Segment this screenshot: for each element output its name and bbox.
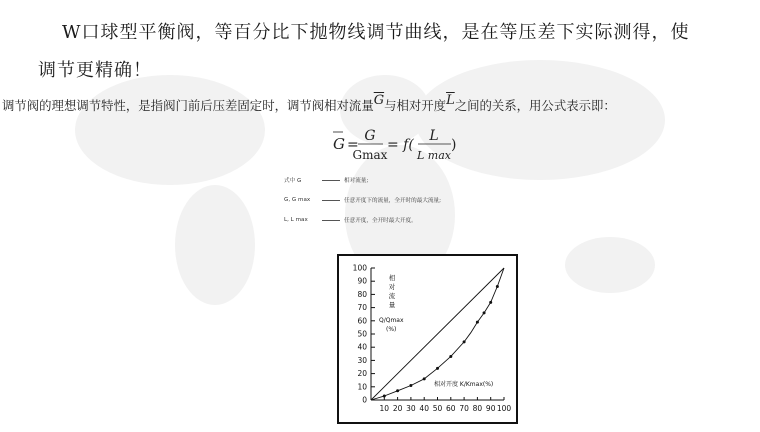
data-point bbox=[409, 384, 412, 387]
intro-paragraph bbox=[2, 93, 758, 114]
formula-num1: G bbox=[364, 128, 376, 144]
data-point bbox=[489, 301, 492, 304]
formula-den1: Gmax bbox=[352, 148, 388, 162]
definition-text: 任意开度，全开时最大开度。 bbox=[344, 218, 417, 224]
x-tick-label: 70 bbox=[459, 404, 469, 413]
y-axis-percent: (%) bbox=[386, 326, 397, 333]
definition-text: 相对流量; bbox=[344, 178, 369, 184]
definition-row bbox=[284, 170, 441, 190]
y-tick-label: 30 bbox=[357, 355, 367, 365]
heading-line-1: W口球型平衡阀，等百分比下抛物线调节曲线，是在等压差下实际测得，使 bbox=[62, 22, 690, 43]
intro-text-1: 调节阀的理想调节特性，是指阀门前后压差固定时，调节阀相对流量 bbox=[2, 98, 374, 113]
data-point bbox=[476, 321, 479, 324]
intro-text-2: 与相对开度 bbox=[384, 98, 447, 113]
x-tick-label: 100 bbox=[496, 404, 512, 413]
definition-row bbox=[284, 190, 441, 210]
x-tick-label: 30 bbox=[406, 404, 416, 413]
y-tick-label: 40 bbox=[357, 342, 367, 352]
x-tick-label: 60 bbox=[446, 404, 456, 413]
y-tick-label: 10 bbox=[357, 382, 367, 392]
x-tick-label: 10 bbox=[379, 404, 390, 413]
definition-symbol: G, G max bbox=[284, 197, 311, 203]
flow-characteristic-chart-frame bbox=[337, 254, 518, 424]
data-point bbox=[383, 395, 386, 398]
formula bbox=[330, 124, 490, 164]
formula-function: = f( bbox=[387, 137, 414, 153]
formula-num2: L bbox=[429, 128, 439, 144]
formula-close: ) bbox=[451, 137, 457, 153]
y-tick-label: 50 bbox=[357, 329, 367, 339]
y-tick-label: 0 bbox=[362, 395, 367, 405]
y-axis-unit: Q/Qmax bbox=[379, 317, 404, 324]
y-tick-label: 60 bbox=[357, 316, 367, 326]
data-point bbox=[496, 285, 499, 288]
intro-text-3: 之间的关系，用公式表示即： bbox=[454, 98, 616, 113]
y-axis-label: 相对流量 bbox=[388, 274, 396, 309]
relative-opening-symbol: $\overline{L}$ bbox=[446, 93, 455, 108]
relative-flow-symbol: $\overline{G}$ bbox=[373, 93, 385, 108]
definition-text: 任意开度下的流量，全开时的最大流量; bbox=[344, 198, 441, 204]
formula-lhs: G bbox=[333, 135, 345, 153]
formula-den2: L max bbox=[417, 149, 451, 162]
heading-line-2: 调节更精确！ bbox=[38, 60, 152, 81]
definition-symbol: 式中 G bbox=[284, 178, 302, 184]
data-point bbox=[463, 340, 466, 343]
x-tick-label: 90 bbox=[485, 404, 496, 413]
definition-symbol: L, L max bbox=[284, 217, 308, 223]
x-tick-label: 20 bbox=[392, 404, 403, 413]
flow-characteristic-chart bbox=[339, 256, 516, 422]
symbol-definitions bbox=[284, 170, 441, 230]
x-tick-label: 50 bbox=[432, 404, 443, 413]
x-axis-label: 相对开度 K/Kmax(%) bbox=[434, 381, 494, 388]
y-tick-label: 80 bbox=[357, 289, 367, 299]
definition-row bbox=[284, 210, 441, 230]
data-point bbox=[483, 311, 486, 314]
formula-equals: = bbox=[347, 137, 359, 153]
y-tick-label: 100 bbox=[352, 263, 367, 273]
y-tick-label: 70 bbox=[357, 303, 367, 313]
data-point bbox=[436, 367, 439, 370]
x-tick-label: 40 bbox=[419, 404, 429, 413]
x-tick-label: 80 bbox=[472, 404, 483, 413]
y-tick-label: 20 bbox=[357, 369, 367, 379]
data-point bbox=[449, 355, 452, 358]
data-point bbox=[423, 377, 426, 380]
y-tick-label: 90 bbox=[357, 276, 367, 286]
data-point bbox=[396, 389, 399, 392]
